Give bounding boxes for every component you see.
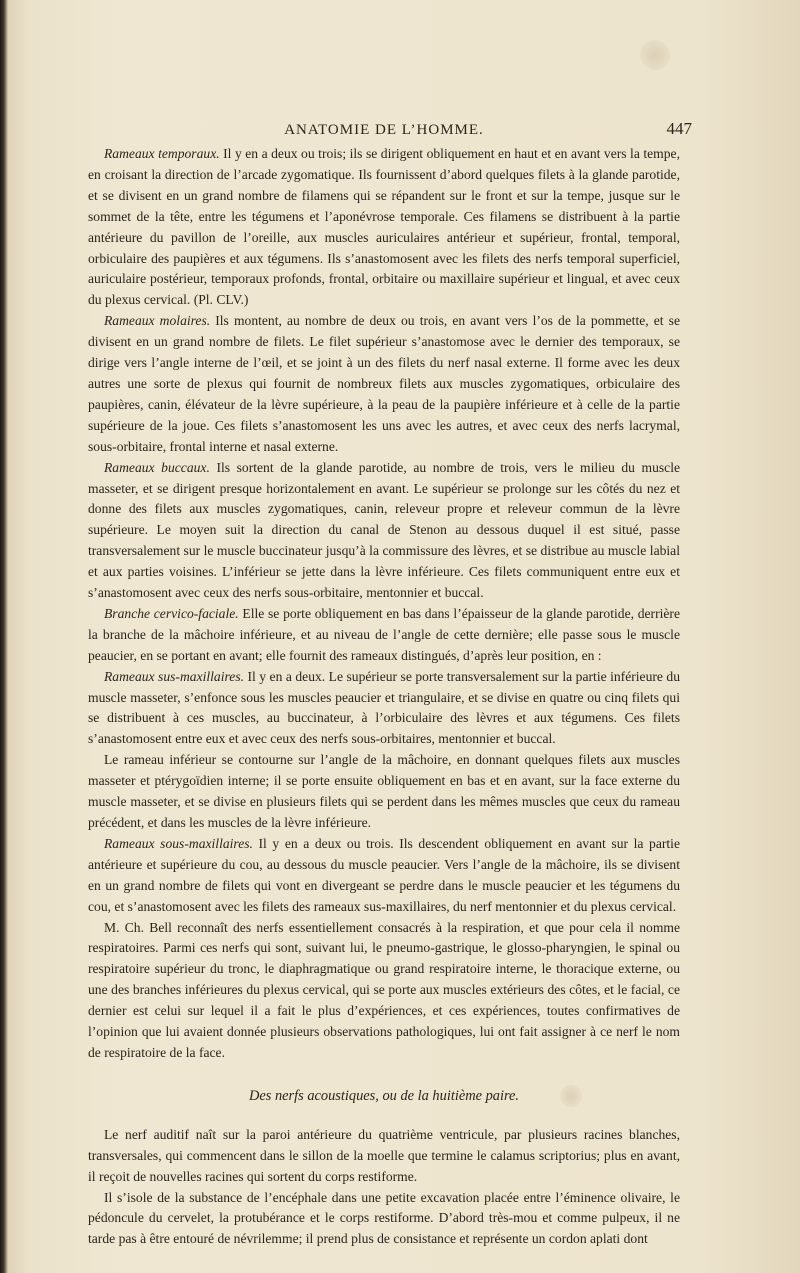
paragraph-text: M. Ch. Bell reconnaît des nerfs essentiellement consacrés à la respiration, et que pour cela il nomme respiratoires. Parmi ces nerfs qui sont, suivant lui, le pneumo-gastrique, le glosso-pharyngien, le spinal ou respiratoire supérieur du tronc, le diaphragmatique ou grand respiratoire interne, le thoracique externe, ou une des branches inférieures du plexus cervical, qui se porte aux muscles extérieurs des côtes, et le facial, ce dernier est celui sur lequel il a fait le plus d’expériences, et ces expériences, toutes confirmatives de l’opinion que lui avaient donnée plusieurs observations pathologiques, lui ont fait assigner à ce nerf le nom de respiratoire de la face. [88, 919, 680, 1060]
body-text [88, 144, 680, 1250]
binding-edge [0, 0, 8, 1273]
paragraph-text: Il s’isole de la substance de l’encéphale dans une petite excavation placée entre l’éminence olivaire, le pédoncule du cervelet, la protubérance et le corps restiforme. D’abord très-mou et comme pulpeux, il ne tarde pas à être entouré de névrilemme; il prend plus de consistance et représente un cordon aplati dont [88, 1189, 680, 1247]
page-header [88, 119, 692, 143]
paragraph-lead: Rameaux buccaux. [104, 459, 210, 475]
paragraph [88, 918, 680, 1064]
paragraph-lead: Rameaux sus-maxillaires. [104, 668, 245, 684]
paragraph [88, 667, 680, 751]
paragraph-lead: Branche cervico-faciale. [104, 605, 239, 621]
paragraph [88, 311, 680, 457]
paragraph-text: Le rameau inférieur se contourne sur l’angle de la mâchoire, en donnant quelques filets aux muscles masseter et ptérygoïdien interne; il se porte ensuite obliquement en bas et en avant, sur la face externe du muscle masseter, et se divise en plusieurs filets qui se perdent dans les mêmes muscles que ceux du rameau précédent, et dans les muscles de la lèvre inférieure. [88, 752, 680, 830]
paragraph [88, 604, 680, 667]
section-heading: Des nerfs acoustiques, ou de la huitième paire. [248, 1087, 520, 1104]
paragraph-text: Le nerf auditif naît sur la paroi antérieure du quatrième ventricule, par plusieurs racines blanches, transversales, qui commencent dans le sillon de la moelle que termine le calamus scriptorius; plus en avant, il reçoit de nouvelles racines qui sortent du corps restiforme. [88, 1126, 680, 1184]
paragraph-text: Il y en a deux ou trois. Ils descendent obliquement en avant sur la partie antérieure et supérieure du cou, au dessous du muscle peaucier. Vers l’angle de la mâchoire, ils se divisent en un grand nombre de filets qui vont en divergeant se perdre dans le muscle peaucier et les tégumens du cou, et s’anastomosent avec les filets des rameaux sus-maxillaires, du nerf mentonnier et du plexus cervical. [88, 835, 680, 914]
paragraph-text: Ils sortent de la glande parotide, au nombre de trois, vers le milieu du muscle masseter, et se dirigent presque horizontalement en avant. Le supérieur se prolonge sur les côtés du nez et donne des filets aux muscles zygomatiques, canin, releveur propre et releveur commun de la lèvre supérieure. Le moyen suit la direction du canal de Stenon au dessous duquel il est situé, passe transversalement sur le muscle buccinateur jusqu’à la commissure des lèvres, et se distribue au muscle labial et aux parties voisines. L’inférieur se jette dans la lèvre inférieure. Ces filets communiquent entre eux et s’anastomosent avec ceux des nerfs sous-orbitaire, mentonnier et buccal. [88, 459, 681, 601]
paragraph-text: Il y en a deux ou trois; ils se dirigent obliquement en haut et en avant vers la tempe, en croisant la direction de l’arcade zygomatique. Ils fournissent d’abord quelques filets à la glande parotide, et se divisent en un grand nombre de filamens qui se répandent sur le front et sur la tempe, jusque sur le sommet de la tête, entre les tégumens et l’aponévrose temporale. Ces filamens se distribuent à la partie antérieure du pavillon de l’oreille, aux muscles auriculaires antérieur et supérieur, frontal, temporal, orbiculaire des paupières et aux tégumens. Ils s’anastomosent avec les filets des nerfs temporal superficiel, auriculaire postérieur, temporaux profonds, frontal, orbitaire ou maxillaire supérieur et lingual, et avec ceux du plexus cervical. (Pl. CLV.) [88, 146, 680, 308]
paragraph-lead: Rameaux molaires. [104, 313, 211, 329]
paragraph [88, 1125, 680, 1188]
paragraph [88, 458, 680, 604]
paragraph [88, 144, 680, 311]
running-title: ANATOMIE DE L’HOMME. [284, 122, 484, 138]
paragraph-text: Il y en a deux. Le supérieur se porte transversalement sur la partie inférieure du muscle masseter, s’enfonce sous les muscles peaucier et triangulaire, et se divise en quatre ou cinq filets qui se distribuent à ces muscles, au buccinateur, à l’orbiculaire des lèvres et aux tégumens. Ces filets s’anastomosent entre eux et avec ceux des nerfs sous-orbitaires, mentonnier et buccal. [88, 668, 680, 747]
page-number: 447 [666, 119, 692, 138]
paragraph-lead: Rameaux temporaux. [104, 146, 220, 161]
paragraph [88, 750, 680, 834]
paragraph-lead: Rameaux sous-maxillaires. [104, 835, 253, 851]
paragraph-text: Elle se porte obliquement en bas dans l’épaisseur de la glande parotide, derrière la branche de la mâchoire inférieure, et au niveau de l’angle de cette dernière; elle passe sous le muscle peaucier, en se portant en avant; elle fournit des rameaux distingués, d’après leur position, en : [88, 605, 680, 663]
paper-stain [640, 40, 670, 70]
paragraph [88, 834, 680, 918]
paragraph [88, 1188, 680, 1251]
paragraph-text: Ils montent, au nombre de deux ou trois, en avant vers l’os de la pommette, et se divisent en un grand nombre de filets. Le filet supérieur s’anastomose avec le dernier des temporaux, se dirige vers l’angle interne de l’œil, et se joint à un des filets du nerf nasal externe. Il forme avec les deux autres une sorte de plexus qui fournit de nombreux filets aux muscles zygomatiques, orbiculaire des paupières, canin, élévateur de la lèvre supérieure, à la peau de la paupière inférieure et à celle de la partie supérieure de la joue. Ces filets s’anastomosent les uns avec les autres, et avec ceux des nerfs lacrymal, sous-orbitaire, frontal interne et nasal externe. [88, 313, 680, 454]
